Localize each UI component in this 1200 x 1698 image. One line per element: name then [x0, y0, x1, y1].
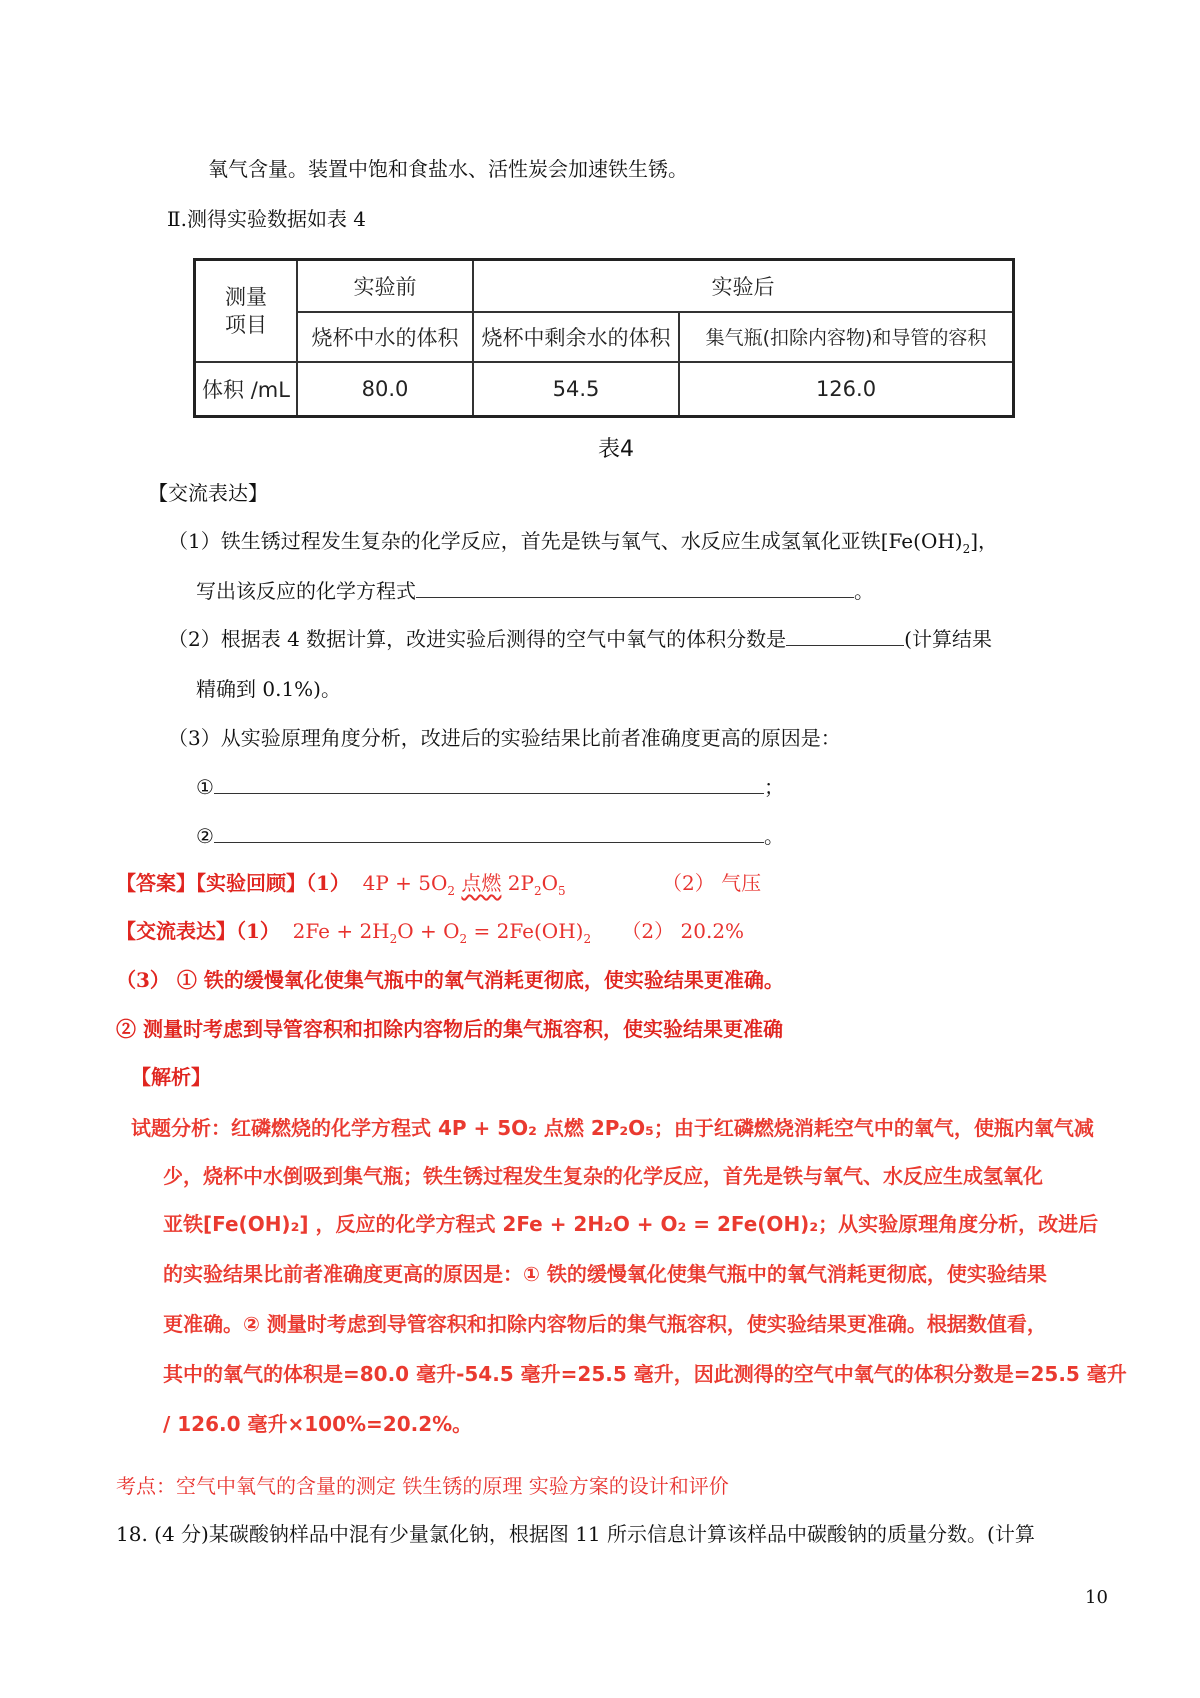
question-3-item-2: [196, 822, 784, 850]
equation-2-a: 2Fe + 2H: [292, 919, 390, 943]
equation-2-c: = 2Fe(OH): [467, 919, 584, 943]
question-3-line: （3）从实验原理角度分析，改进后的实验结果比前者准确度更高的原因是：: [168, 726, 841, 750]
q1-text-a: （1）铁生锈过程发生复杂的化学反应，首先是铁与氧气、水反应生成氢氧化亚铁[Fe(OH): [168, 529, 963, 553]
answer-blank-equation[interactable]: [416, 577, 854, 598]
row-header-cell: [195, 260, 298, 363]
value-cell: 54.5: [473, 362, 679, 416]
analysis-line: 其中的氧气的体积是=80.0 毫升-54.5 毫升=25.5 毫升，因此测得的空气中氧气的体积分数是=25.5 毫升: [163, 1362, 1127, 1386]
answer-q2: （2） 气压: [662, 871, 762, 895]
analysis-line: / 126.0 毫升×100%=20.2%。: [163, 1412, 473, 1436]
row-header-line-1: 测量: [225, 285, 267, 310]
answer-line2-q2: （2） 20.2%: [621, 919, 745, 943]
item-2-end: 。: [763, 824, 784, 848]
analysis-title: 【解析】: [131, 1065, 211, 1089]
equation-2-b: O + O: [397, 919, 460, 943]
data-table: [193, 258, 1015, 418]
question-1-line-2: [196, 577, 874, 605]
q2-text-b: (计算结果: [904, 627, 992, 651]
data-heading: Ⅱ.测得实验数据如表 4: [167, 207, 367, 231]
answer-line-2: [116, 917, 744, 945]
question-1-line-1: [168, 527, 998, 555]
row-label: 体积 /mL: [195, 362, 298, 416]
equation-1-c: O: [541, 871, 559, 895]
sub-after-header-2: 集气瓶(扣除内容物)和导管的容积: [679, 312, 1014, 362]
answer-label-2: 【交流表达】（1）: [116, 919, 280, 943]
answer-blank-percentage[interactable]: [786, 625, 904, 646]
equation-2-sub: 2: [459, 932, 468, 946]
q2-text-a: （2）根据表 4 数据计算，改进实验后测得的空气中氧气的体积分数是: [168, 627, 787, 651]
item-2-marker: ②: [196, 824, 214, 848]
q1-line2-end: 。: [854, 579, 874, 603]
row-header-line-2: 项目: [225, 313, 267, 338]
question-18: 18. (4 分)某碳酸钠样品中混有少量氯化钠，根据图 11 所示信息计算该样品中碳酸钠的质量分数。(计算: [116, 1522, 1035, 1546]
q1-text-b: ]，: [970, 529, 999, 553]
page-number: 10: [1085, 1587, 1108, 1608]
question-2-line-1: [168, 625, 992, 653]
table-caption: 表4: [598, 437, 634, 462]
equation-1-sub: 5: [558, 884, 566, 898]
equation-1-sub: 2: [533, 884, 542, 898]
analysis-line: 的实验结果比前者准确度更高的原因是：① 铁的缓慢氧化使集气瓶中的氧气消耗更彻底，使实验结果: [163, 1262, 1047, 1286]
analysis-line: 少，烧杯中水倒吸到集气瓶；铁生锈过程发生复杂的化学反应，首先是铁与氧气、水反应生成氢氧化: [163, 1164, 1043, 1188]
equation-1-sub: 2: [447, 884, 456, 898]
equation-1-a: 4P + 5O: [362, 871, 448, 895]
equation-2-sub: 2: [583, 932, 592, 946]
answer-line-4: ② 测量时考虑到导管容积和扣除内容物后的集气瓶容积，使实验结果更准确: [116, 1017, 783, 1041]
answer-blank-reason-2[interactable]: [214, 822, 764, 843]
question-3-item-1: [196, 773, 784, 801]
value-cell: 126.0: [679, 362, 1014, 416]
intro-line: 氧气含量。装置中饱和食盐水、活性炭会加速铁生锈。: [208, 157, 688, 181]
answer-line-1: [116, 869, 761, 897]
analysis-line: 更准确。② 测量时考虑到导管容积和扣除内容物后的集气瓶容积，使实验结果更准确。根据数值看，: [163, 1312, 1047, 1336]
analysis-line: 试题分析：红磷燃烧的化学方程式 4P + 5O₂ 点燃 2P₂O₅；由于红磷燃烧消耗空气中的氧气，使瓶内氧气减: [131, 1116, 1094, 1140]
reaction-condition: 点燃: [461, 871, 502, 895]
answer-line-3: （3） ① 铁的缓慢氧化使集气瓶中的氧气消耗更彻底，使实验结果更准确。: [116, 968, 784, 992]
sub-before-header: 烧杯中水的体积: [297, 312, 473, 362]
q1-sub: 2: [962, 542, 971, 556]
q1-line2-text: 写出该反应的化学方程式: [196, 579, 416, 603]
item-1-end: ；: [763, 775, 784, 799]
answer-label: 【答案】【实验回顾】（1）: [116, 871, 350, 895]
value-cell: 80.0: [297, 362, 473, 416]
analysis-line: 亚铁[Fe(OH)₂] ，反应的化学方程式 2Fe + 2H₂O + O₂ = 2Fe(OH)₂；从实验原理角度分析，改进后: [163, 1212, 1099, 1236]
col-after-header: 实验后: [473, 260, 1014, 312]
item-1-marker: ①: [196, 775, 214, 799]
equation-1-b: 2P: [507, 871, 534, 895]
kaodian-line: 考点：空气中氧气的含量的测定 铁生锈的原理 实验方案的设计和评价: [116, 1474, 729, 1498]
question-2-line-2: 精确到 0.1%)。: [196, 677, 341, 701]
equation-2-sub: 2: [389, 932, 398, 946]
section-title: 【交流表达】: [148, 481, 268, 505]
answer-blank-reason-1[interactable]: [214, 773, 764, 794]
sub-after-header-1: 烧杯中剩余水的体积: [473, 312, 679, 362]
col-before-header: 实验前: [297, 260, 473, 312]
